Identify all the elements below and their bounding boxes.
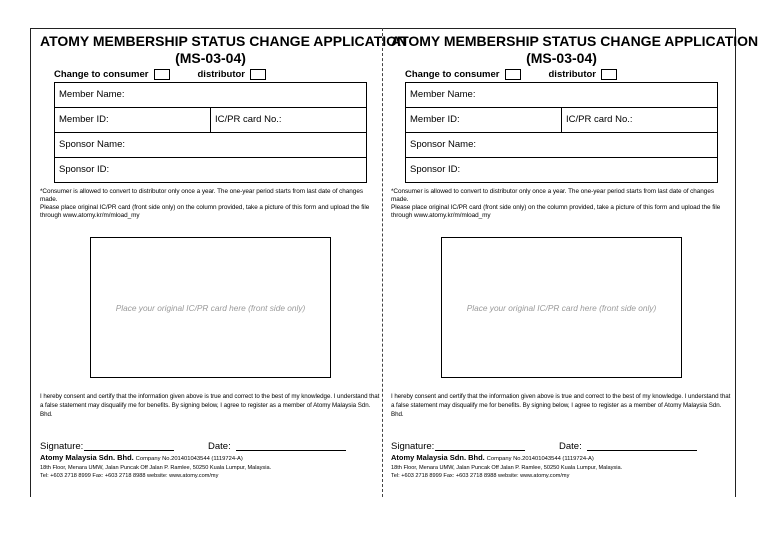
- sponsor-name-row[interactable]: [55, 133, 366, 158]
- member-name-row[interactable]: [406, 83, 717, 108]
- form-copy-right: [391, 33, 759, 493]
- company-footer: [40, 453, 381, 464]
- consumer-checkbox[interactable]: [505, 69, 521, 80]
- member-id-row: [406, 108, 717, 133]
- consumer-conversion-note: *Consumer is allowed to convert to distributor only once a year. The one-year period starts from last date of changes made.: [391, 188, 714, 203]
- signature-label: Signature:: [391, 441, 435, 452]
- form-title: [391, 33, 759, 67]
- upload-instructions-note: Please place original IC/PR card (front side only) on the column provided, take a picture of this form and upload the file through www.atomy.kr/m/mload_my: [391, 204, 721, 219]
- member-name-field[interactable]: Member Name:: [410, 89, 476, 100]
- sponsor-id-row[interactable]: [55, 158, 366, 183]
- change-type-row: [391, 68, 732, 82]
- change-to-consumer-label: Change to consumer: [54, 69, 149, 80]
- sponsor-name-field[interactable]: Sponsor Name:: [59, 139, 126, 150]
- date-line[interactable]: [236, 450, 346, 451]
- instructions-note: [40, 188, 381, 220]
- signature-line[interactable]: [84, 450, 174, 451]
- form-title-text: ATOMY MEMBERSHIP STATUS CHANGE APPLICATION: [391, 33, 759, 49]
- signature-row: [40, 441, 381, 452]
- company-contact: Tel: +603 2718 8999 Fax: +603 2718 8988 website: www.atomy.com/my: [391, 473, 570, 479]
- form-copy-left: [40, 33, 408, 493]
- date-label: Date:: [208, 441, 231, 452]
- ic-card-placeholder-text: Place your original IC/PR card here (front side only): [466, 302, 657, 313]
- date-line[interactable]: [587, 450, 697, 451]
- consumer-conversion-note: *Consumer is allowed to convert to distributor only once a year. The one-year period starts from last date of changes made.: [40, 188, 363, 203]
- sponsor-name-row[interactable]: [406, 133, 717, 158]
- company-address: 18th Floor, Menara UMW, Jalan Puncak Off Jalan P. Ramlee, 50250 Kuala Lumpur, Malaysia.: [391, 465, 623, 471]
- member-name-field[interactable]: Member Name:: [59, 89, 125, 100]
- company-registration: Company No.201401043544 (1119724-A): [135, 456, 243, 462]
- sponsor-name-field[interactable]: Sponsor Name:: [410, 139, 477, 150]
- signature-label: Signature:: [40, 441, 84, 452]
- distributor-checkbox[interactable]: [250, 69, 266, 80]
- member-id-row: [55, 108, 366, 133]
- sponsor-id-field[interactable]: Sponsor ID:: [410, 164, 461, 175]
- sponsor-id-field[interactable]: Sponsor ID:: [59, 164, 110, 175]
- member-id-field[interactable]: Member ID:: [59, 114, 109, 125]
- cut-line-divider: [382, 28, 384, 497]
- ic-card-placeholder-text: Place your original IC/PR card here (front side only): [115, 302, 306, 313]
- company-address: 18th Floor, Menara UMW, Jalan Puncak Off Jalan P. Ramlee, 50250 Kuala Lumpur, Malaysia.: [40, 465, 272, 471]
- form-code: (MS-03-04): [175, 50, 246, 66]
- company-footer: [391, 453, 732, 464]
- ic-card-placement-box[interactable]: [90, 237, 331, 378]
- member-fields-table: [405, 82, 718, 183]
- distributor-label: distributor: [197, 69, 245, 80]
- consumer-checkbox[interactable]: [154, 69, 170, 80]
- consent-statement: I hereby consent and certify that the information given above is true and correct to the best of my knowledge. I understand that a false statement may disqualify me for benefits. By signing below, I agree to register as a member of Atomy Malaysia Sdn. Bhd.: [391, 393, 731, 418]
- sheet-right-border: [735, 28, 736, 497]
- consent-statement: I hereby consent and certify that the information given above is true and correct to the best of my knowledge. I understand that a false statement may disqualify me for benefits. By signing below, I agree to register as a member of Atomy Malaysia Sdn. Bhd.: [40, 393, 380, 418]
- date-label: Date:: [559, 441, 582, 452]
- signature-line[interactable]: [435, 450, 525, 451]
- member-id-field[interactable]: Member ID:: [410, 114, 460, 125]
- instructions-note: [391, 188, 732, 220]
- change-type-row: [40, 68, 381, 82]
- form-title-text: ATOMY MEMBERSHIP STATUS CHANGE APPLICATION: [40, 33, 408, 49]
- company-contact: Tel: +603 2718 8999 Fax: +603 2718 8988 website: www.atomy.com/my: [40, 473, 219, 479]
- company-registration: Company No.201401043544 (1119724-A): [486, 456, 594, 462]
- ic-card-placement-box[interactable]: [441, 237, 682, 378]
- ic-pr-field[interactable]: IC/PR card No.:: [210, 108, 366, 132]
- form-code: (MS-03-04): [526, 50, 597, 66]
- sponsor-id-row[interactable]: [406, 158, 717, 183]
- signature-row: [391, 441, 732, 452]
- change-to-consumer-label: Change to consumer: [405, 69, 500, 80]
- member-name-row[interactable]: [55, 83, 366, 108]
- member-fields-table: [54, 82, 367, 183]
- company-name: Atomy Malaysia Sdn. Bhd.: [391, 453, 485, 462]
- sheet-left-border: [30, 28, 31, 497]
- company-name: Atomy Malaysia Sdn. Bhd.: [40, 453, 134, 462]
- upload-instructions-note: Please place original IC/PR card (front side only) on the column provided, take a picture of this form and upload the file through www.atomy.kr/m/mload_my: [40, 204, 370, 219]
- form-title: [40, 33, 408, 67]
- distributor-label: distributor: [548, 69, 596, 80]
- distributor-checkbox[interactable]: [601, 69, 617, 80]
- ic-pr-field[interactable]: IC/PR card No.:: [561, 108, 717, 132]
